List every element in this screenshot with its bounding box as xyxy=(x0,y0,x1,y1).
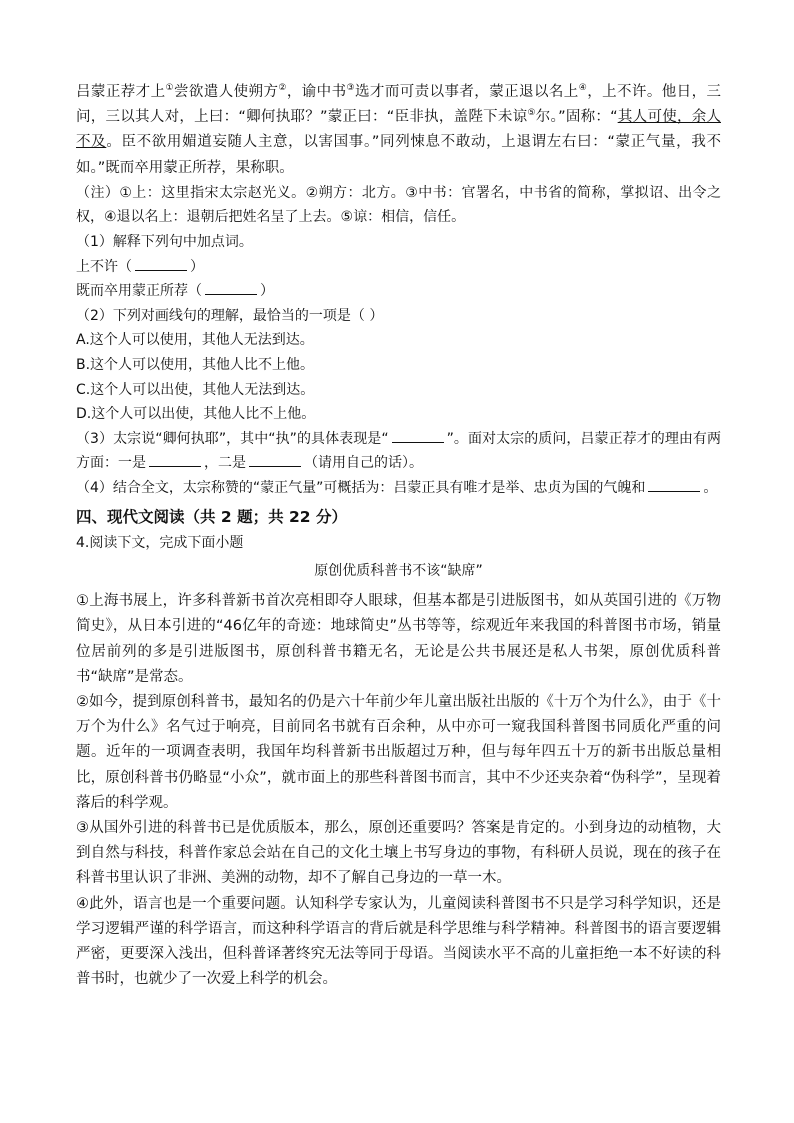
question-intro: 4.阅读下文，完成下面小题 xyxy=(76,534,244,551)
question-3-text: （3）太宗说“卿何执耶”，其中“执”的具体表现是“ xyxy=(76,430,389,447)
passage-text: 。臣不欲用媚道妄随人主意，以害国事。”同列悚息不敢动，上退谓左右曰：“蒙正气量，我不如。”既而卒用蒙正所荐，果称职。 xyxy=(76,134,721,176)
footnote-mark: ④ xyxy=(578,83,588,94)
question-4 xyxy=(76,476,721,501)
footnote-mark: ② xyxy=(278,83,287,94)
question-1-stem: （1）解释下列句中加点词。 xyxy=(76,234,253,250)
underlined-sentence: 其人可使，余人不及 xyxy=(76,109,721,151)
article-title: 原创优质科普书不该“缺席” xyxy=(314,563,483,580)
question-2-stem: （2）下列对画线句的理解，最恰当的一项是（ ） xyxy=(76,307,384,324)
classical-passage xyxy=(76,80,721,181)
question-1-item-b xyxy=(76,279,721,304)
item-text: ） xyxy=(190,258,204,275)
option-c[interactable]: C.这个人可以出使，其他人无法到达。 xyxy=(76,381,315,398)
passage-text: 选才而可责以事者，蒙正退以名上 xyxy=(355,84,579,100)
option-a[interactable]: A.这个人可以使用，其他人无法到达。 xyxy=(76,332,314,349)
answer-blank[interactable] xyxy=(205,281,257,295)
option-b[interactable]: B.这个人可以使用，其他人比不上他。 xyxy=(76,356,315,373)
footnote-mark: ⑤ xyxy=(527,108,536,119)
passage-text: ，上不许。他日，三问，三以其人对，上曰：“卿何执耶？”蒙正曰：“臣非执，盖陛下未谅 xyxy=(76,84,721,126)
passage-text: ，谕中书 xyxy=(286,84,347,100)
section-heading: 四、现代文阅读（共 2 题；共 22 分） xyxy=(76,507,347,526)
answer-blank[interactable] xyxy=(392,429,444,443)
question-3-text: ”。面对太宗的质问，吕蒙正荐才的理由有两方面：一是 xyxy=(76,430,721,472)
article-paragraph-3: ③从国外引进的科普书已是优质版本，那么，原创还重要吗？答案是肯定的。小到身边的动植物，大到自然与科技，科普作家总会站在自己的文化土壤上书写身边的事物，有科研人员说，现在的孩子在科普书里认识了非洲、美洲的动物，却不了解自己身边的一草一木。 xyxy=(76,819,721,887)
question-3-text: ，二是 xyxy=(204,455,246,472)
question-4-text: 。 xyxy=(703,479,718,496)
question-1-item-a xyxy=(76,255,721,280)
article-paragraph-1: ①上海书展上，许多科普新书首次亮相即夺人眼球，但基本都是引进版图书，如从英国引进的《万物简史》，从日本引进的“46亿年的奇迹：地球简史”丛书等等，综观近年来我国的科普图书市场，销量位居前列的多是引进版图书，原创科普书籍无名，无论是公共书展还是私人书架，原创优质科普书“缺席”是常态。 xyxy=(76,593,721,685)
item-text: 上不许（ xyxy=(76,258,132,275)
answer-blank[interactable] xyxy=(249,453,301,467)
passage-text: 尝欲遣人使朔方 xyxy=(173,84,279,100)
document-page xyxy=(76,80,721,992)
question-1 xyxy=(76,230,721,304)
article-paragraph-2: ②如今，提到原创科普书，最知名的仍是六十年前少年儿童出版社出版的《十万个为什么》，由于《十万个为什么》名气过于响亮，目前同名书就有百余种，从中亦可一窥我国科普图书同质化严重的问题。近年的一项调查表明，我国年均科普新书出版超过万种，但与每年四五十万的新书出版总量相比，原创科普书仍略显“小众”，就市面上的那些科普图书而言，其中不少还夹杂着“伪科学”，呈现着落后的科学观。 xyxy=(76,693,721,811)
question-3-text: （请用自己的话）。 xyxy=(304,455,423,472)
option-d[interactable]: D.这个人可以出使，其他人比不上他。 xyxy=(76,406,316,423)
article-paragraph-4: ④此外，语言也是一个重要问题。认知科学专家认为，儿童阅读科普图书不只是学习科学知识，还是学习逻辑严谨的科学语言，而这种科学语言的背后就是科学思维与科学精神。科普图书的语言要逻辑严密，更要深入浅出，但科普译著终究无法等同于母语。当阅读水平不高的儿童拒绝一本不好读的科普书时，也就少了一次爱上科学的机会。 xyxy=(76,895,721,988)
passage-text: 吕蒙正荐才上 xyxy=(76,84,166,100)
question-2 xyxy=(76,304,721,427)
answer-blank[interactable] xyxy=(149,453,201,467)
question-3 xyxy=(76,427,721,476)
item-text: ） xyxy=(260,283,274,300)
footnote-mark: ① xyxy=(165,83,174,94)
answer-blank[interactable] xyxy=(648,478,700,492)
question-4-text: （4）结合全文，太宗称赞的“蒙正气量”可概括为：吕蒙正具有唯才是举、忠贞为国的气魄和 xyxy=(76,479,646,496)
footnote-mark: ③ xyxy=(346,83,355,94)
item-text: 既而卒用蒙正所荐（ xyxy=(76,283,202,300)
annotation-note: （注）①上：这里指宋太宗赵光义。②朔方：北方。③中书：官署名，中书省的简称，掌拟诏、出令之权，④退以名上：退朝后把姓名呈了上去。⑤谅：相信，信任。 xyxy=(76,184,721,226)
answer-blank[interactable] xyxy=(135,257,187,271)
passage-text: 尔。”固称：“ xyxy=(535,109,618,126)
